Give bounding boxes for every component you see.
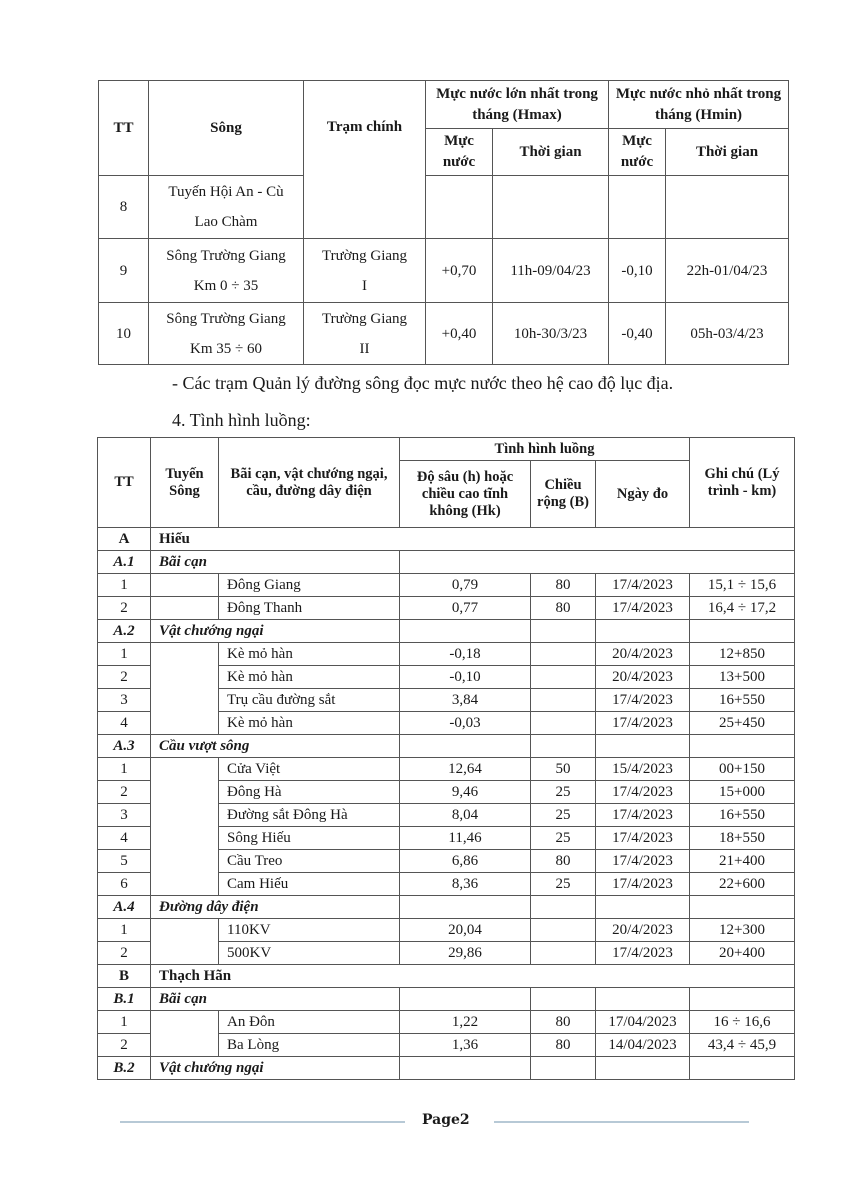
cell-name: Cầu Treo bbox=[219, 850, 400, 873]
cell-name: Kè mỏ hàn bbox=[219, 643, 400, 666]
subgroup-row bbox=[98, 620, 795, 643]
table-row bbox=[98, 1011, 795, 1034]
cell-width: 80 bbox=[531, 574, 596, 597]
cell-hmax-level: +0,40 bbox=[426, 303, 493, 365]
cell-date: 17/4/2023 bbox=[596, 873, 690, 896]
subgroup-name: Bãi cạn bbox=[151, 988, 400, 1011]
cell-depth: -0,18 bbox=[400, 643, 531, 666]
cell-width: 80 bbox=[531, 1034, 596, 1057]
cell-depth: 3,84 bbox=[400, 689, 531, 712]
footer-rule-right bbox=[494, 1121, 749, 1123]
cell-date: 17/4/2023 bbox=[596, 827, 690, 850]
cell-note: 22+600 bbox=[690, 873, 795, 896]
header-hmax: Mực nước lớn nhất trong tháng (Hmax) bbox=[426, 81, 609, 129]
note-water-level-system: - Các trạm Quản lý đường sông đọc mực nước theo hệ cao độ lục địa. bbox=[172, 373, 674, 393]
table-row bbox=[99, 176, 789, 239]
cell-note: 00+150 bbox=[690, 758, 795, 781]
subgroup-name: Vật chướng ngại bbox=[151, 1057, 400, 1080]
cell-name: 500KV bbox=[219, 942, 400, 965]
cell-hmin-time: 05h-03/4/23 bbox=[666, 303, 789, 365]
cell-width: 25 bbox=[531, 827, 596, 850]
subgroup-code: A.4 bbox=[98, 896, 151, 919]
cell-width: 80 bbox=[531, 850, 596, 873]
cell-note: 12+850 bbox=[690, 643, 795, 666]
cell-hmin-level: -0,40 bbox=[609, 303, 666, 365]
cell-depth: 12,64 bbox=[400, 758, 531, 781]
cell-note: 16+550 bbox=[690, 689, 795, 712]
cell-width bbox=[531, 712, 596, 735]
cell-tuyen bbox=[151, 1011, 219, 1057]
cell-depth: 0,77 bbox=[400, 597, 531, 620]
header-tinh-hinh: Tình hình luồng bbox=[400, 438, 690, 461]
cell-date: 14/04/2023 bbox=[596, 1034, 690, 1057]
cell-song: Sông Trường Giang Km 35 ÷ 60 bbox=[149, 303, 304, 365]
group-name: Thạch Hãn bbox=[151, 965, 795, 988]
group-name: Hiếu bbox=[151, 528, 795, 551]
subgroup-name: Bãi cạn bbox=[151, 551, 400, 574]
cell-width: 80 bbox=[531, 1011, 596, 1034]
cell-name: An Đôn bbox=[219, 1011, 400, 1034]
page-number: Page2 bbox=[422, 1112, 470, 1128]
cell-width bbox=[531, 666, 596, 689]
cell-tt: 6 bbox=[98, 873, 151, 896]
subgroup-name: Cầu vượt sông bbox=[151, 735, 400, 758]
cell-depth: 1,22 bbox=[400, 1011, 531, 1034]
header-hmin-time: Thời gian bbox=[666, 129, 789, 176]
cell-date: 17/4/2023 bbox=[596, 712, 690, 735]
cell-tt: 2 bbox=[98, 597, 151, 620]
cell-note: 16 ÷ 16,6 bbox=[690, 1011, 795, 1034]
cell-tt: 4 bbox=[98, 712, 151, 735]
cell-depth: 6,86 bbox=[400, 850, 531, 873]
water-level-table bbox=[98, 80, 789, 365]
cell-depth: 1,36 bbox=[400, 1034, 531, 1057]
cell-name: Kè mỏ hàn bbox=[219, 666, 400, 689]
cell-hmin-time: 22h-01/04/23 bbox=[666, 239, 789, 303]
cell-tt: 4 bbox=[98, 827, 151, 850]
header-song: Sông bbox=[149, 81, 304, 176]
cell-name: Đường sắt Đông Hà bbox=[219, 804, 400, 827]
cell-song: Tuyến Hội An - Cù Lao Chàm bbox=[149, 176, 304, 239]
cell-depth: -0,10 bbox=[400, 666, 531, 689]
cell-tt: 2 bbox=[98, 666, 151, 689]
table-row bbox=[99, 303, 789, 365]
cell-name: Đông Thanh bbox=[219, 597, 400, 620]
subgroup-code: B.2 bbox=[98, 1057, 151, 1080]
cell-tt: 1 bbox=[98, 758, 151, 781]
group-code: A bbox=[98, 528, 151, 551]
cell-tram: Trường Giang II bbox=[304, 303, 426, 365]
cell-note: 21+400 bbox=[690, 850, 795, 873]
cell-date: 17/4/2023 bbox=[596, 850, 690, 873]
cell-tuyen bbox=[151, 758, 219, 896]
cell-depth: 8,04 bbox=[400, 804, 531, 827]
cell-note: 16,4 ÷ 17,2 bbox=[690, 597, 795, 620]
table-row bbox=[98, 758, 795, 781]
cell-tt: 10 bbox=[99, 303, 149, 365]
header-tt: TT bbox=[99, 81, 149, 176]
cell-note: 25+450 bbox=[690, 712, 795, 735]
subgroup-code: A.1 bbox=[98, 551, 151, 574]
cell-note: 16+550 bbox=[690, 804, 795, 827]
cell-tt: 9 bbox=[99, 239, 149, 303]
cell-depth: -0,03 bbox=[400, 712, 531, 735]
group-code: B bbox=[98, 965, 151, 988]
header-hmax-time: Thời gian bbox=[493, 129, 609, 176]
cell-date: 20/4/2023 bbox=[596, 643, 690, 666]
subgroup-name: Vật chướng ngại bbox=[151, 620, 400, 643]
cell-tt: 1 bbox=[98, 643, 151, 666]
cell-tt: 3 bbox=[98, 804, 151, 827]
cell-tuyen bbox=[151, 643, 219, 735]
cell-name: Kè mỏ hàn bbox=[219, 712, 400, 735]
cell-name: Trụ cầu đường sắt bbox=[219, 689, 400, 712]
cell-tt: 2 bbox=[98, 781, 151, 804]
cell-tt: 8 bbox=[99, 176, 149, 239]
cell-hmin-level bbox=[609, 176, 666, 239]
cell-tuyen bbox=[151, 597, 219, 620]
cell-hmax-time: 11h-09/04/23 bbox=[493, 239, 609, 303]
cell-depth: 29,86 bbox=[400, 942, 531, 965]
cell-depth: 8,36 bbox=[400, 873, 531, 896]
cell-hmax-time bbox=[493, 176, 609, 239]
subgroup-row bbox=[98, 896, 795, 919]
subgroup-row bbox=[98, 1057, 795, 1080]
footer-rule-left bbox=[120, 1121, 405, 1123]
cell-tram: Trường Giang I bbox=[304, 239, 426, 303]
cell-width bbox=[531, 942, 596, 965]
cell-tt: 1 bbox=[98, 919, 151, 942]
cell-hmax-level: +0,70 bbox=[426, 239, 493, 303]
header-do-sau: Độ sâu (h) hoặc chiều cao tĩnh không (Hk) bbox=[400, 461, 531, 528]
cell-date: 17/4/2023 bbox=[596, 942, 690, 965]
header-hmin-level: Mực nước bbox=[609, 129, 666, 176]
cell-width bbox=[531, 689, 596, 712]
table-row bbox=[98, 643, 795, 666]
cell-note: 12+300 bbox=[690, 919, 795, 942]
cell-date: 17/04/2023 bbox=[596, 1011, 690, 1034]
header-tt: TT bbox=[98, 438, 151, 528]
header-ngay-do: Ngày đo bbox=[596, 461, 690, 528]
cell-date: 15/4/2023 bbox=[596, 758, 690, 781]
cell-note: 43,4 ÷ 45,9 bbox=[690, 1034, 795, 1057]
cell-date: 17/4/2023 bbox=[596, 574, 690, 597]
cell-date: 17/4/2023 bbox=[596, 804, 690, 827]
section-heading-channel: 4. Tình hình luồng: bbox=[172, 410, 311, 430]
table-row bbox=[99, 239, 789, 303]
cell-name: Sông Hiếu bbox=[219, 827, 400, 850]
subgroup-row bbox=[98, 551, 795, 574]
cell-tt: 5 bbox=[98, 850, 151, 873]
page-footer bbox=[0, 1112, 849, 1132]
cell-note: 13+500 bbox=[690, 666, 795, 689]
cell-name: Đông Hà bbox=[219, 781, 400, 804]
cell-tt: 3 bbox=[98, 689, 151, 712]
cell-tuyen bbox=[151, 574, 219, 597]
subgroup-code: A.2 bbox=[98, 620, 151, 643]
cell-width: 25 bbox=[531, 873, 596, 896]
cell-name: 110KV bbox=[219, 919, 400, 942]
cell-hmin-time bbox=[666, 176, 789, 239]
channel-status-table bbox=[97, 437, 795, 1080]
cell-tt: 2 bbox=[98, 942, 151, 965]
cell-width: 80 bbox=[531, 597, 596, 620]
group-row bbox=[98, 965, 795, 988]
cell-name: Ba Lòng bbox=[219, 1034, 400, 1057]
cell-depth: 9,46 bbox=[400, 781, 531, 804]
cell-note: 15+000 bbox=[690, 781, 795, 804]
cell-note: 20+400 bbox=[690, 942, 795, 965]
header-tuyen: Tuyến Sông bbox=[151, 438, 219, 528]
cell-note: 15,1 ÷ 15,6 bbox=[690, 574, 795, 597]
subgroup-row bbox=[98, 735, 795, 758]
header-tram: Trạm chính bbox=[304, 81, 426, 239]
cell-hmax-level bbox=[426, 176, 493, 239]
cell-width: 25 bbox=[531, 804, 596, 827]
subgroup-code: A.3 bbox=[98, 735, 151, 758]
header-ten: Bãi cạn, vật chướng ngại, cầu, đường dây điện bbox=[219, 438, 400, 528]
cell-width bbox=[531, 919, 596, 942]
cell-date: 17/4/2023 bbox=[596, 597, 690, 620]
cell-name: Đông Giang bbox=[219, 574, 400, 597]
table-row bbox=[98, 597, 795, 620]
cell-date: 17/4/2023 bbox=[596, 781, 690, 804]
cell-name: Cam Hiếu bbox=[219, 873, 400, 896]
subgroup-name: Đường dây điện bbox=[151, 896, 400, 919]
cell-tt: 1 bbox=[98, 574, 151, 597]
cell-hmax-time: 10h-30/3/23 bbox=[493, 303, 609, 365]
cell-width: 25 bbox=[531, 781, 596, 804]
subgroup-row bbox=[98, 988, 795, 1011]
cell-depth: 20,04 bbox=[400, 919, 531, 942]
cell-hmin-level: -0,10 bbox=[609, 239, 666, 303]
cell-width: 50 bbox=[531, 758, 596, 781]
header-hmin: Mực nước nhỏ nhất trong tháng (Hmin) bbox=[609, 81, 789, 129]
cell-tt: 1 bbox=[98, 1011, 151, 1034]
cell-depth: 11,46 bbox=[400, 827, 531, 850]
cell-date: 20/4/2023 bbox=[596, 666, 690, 689]
header-hmax-level: Mực nước bbox=[426, 129, 493, 176]
cell-width bbox=[531, 643, 596, 666]
group-row bbox=[98, 528, 795, 551]
cell-date: 17/4/2023 bbox=[596, 689, 690, 712]
header-chieu-rong: Chiều rộng (B) bbox=[531, 461, 596, 528]
cell-name: Cửa Việt bbox=[219, 758, 400, 781]
table-row bbox=[98, 574, 795, 597]
header-ghi-chu: Ghi chú (Lý trình - km) bbox=[690, 438, 795, 528]
cell-tt: 2 bbox=[98, 1034, 151, 1057]
cell-depth: 0,79 bbox=[400, 574, 531, 597]
cell-tuyen bbox=[151, 919, 219, 965]
cell-note: 18+550 bbox=[690, 827, 795, 850]
table-row bbox=[98, 919, 795, 942]
subgroup-code: B.1 bbox=[98, 988, 151, 1011]
cell-date: 20/4/2023 bbox=[596, 919, 690, 942]
cell-song: Sông Trường Giang Km 0 ÷ 35 bbox=[149, 239, 304, 303]
